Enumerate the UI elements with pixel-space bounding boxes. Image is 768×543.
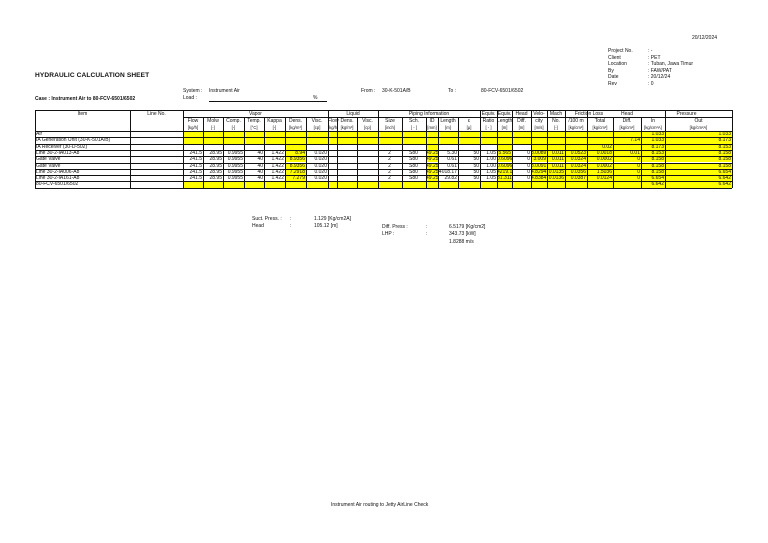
flow-value: 1.8288 m/s bbox=[449, 239, 474, 245]
table-cell: 0.01 bbox=[630, 149, 640, 156]
column-unit: [kg/cm²A] bbox=[689, 125, 708, 130]
table-cell: 1.05 bbox=[486, 149, 496, 156]
date-stamp: 20/12/2024 bbox=[692, 35, 718, 41]
column-header: Out bbox=[694, 118, 703, 124]
table-cell: 0.0124 bbox=[596, 175, 612, 182]
table-cell: 8.158 bbox=[651, 162, 664, 169]
table-cell: 241.5 bbox=[189, 175, 202, 182]
table-cell: 0 bbox=[527, 156, 530, 163]
column-header: ID bbox=[429, 118, 435, 124]
sheet-title: HYDRAULIC CALCULATION SHEET bbox=[35, 72, 150, 79]
column-header: Kappa bbox=[267, 118, 282, 124]
column-unit: [cp] bbox=[364, 125, 371, 130]
column-unit: [-] bbox=[231, 125, 236, 130]
load-label: Load : bbox=[183, 95, 197, 101]
table-cell: 50 bbox=[473, 156, 479, 163]
table-cell: S80 bbox=[409, 168, 418, 175]
table-cell: 50 bbox=[473, 162, 479, 169]
table-cell: 1.033 bbox=[718, 131, 731, 137]
column-unit: [kg/cm²] bbox=[568, 125, 584, 130]
system-value: Instrument Air bbox=[209, 88, 240, 94]
table-cell: 0.02 bbox=[602, 143, 612, 150]
column-unit: [kg/cm²] bbox=[619, 125, 635, 130]
table-cell: 7.279 bbox=[292, 175, 305, 182]
table-cell: 1.00 bbox=[486, 162, 496, 169]
header-head2: Head bbox=[621, 111, 633, 117]
column-unit: [m] bbox=[445, 125, 451, 130]
column-unit: [m/s] bbox=[534, 125, 544, 130]
head-sep: : bbox=[290, 223, 292, 229]
table-cell: 0.0002 bbox=[596, 156, 612, 163]
table-cell: 4.8384 bbox=[531, 175, 547, 182]
column-header: No. bbox=[552, 118, 560, 124]
table-cell: 8.158 bbox=[651, 168, 664, 175]
table-cell: 8.94 bbox=[295, 149, 305, 156]
column-unit: [kg/m³] bbox=[289, 125, 302, 130]
table-cell: 1.422 bbox=[271, 175, 284, 182]
row-divider bbox=[35, 181, 732, 182]
table-cell: 50 bbox=[473, 168, 479, 175]
table-cell: 0 bbox=[637, 175, 640, 182]
lhp-value: 343.73 [kW] bbox=[449, 231, 476, 237]
table-cell: 4018.17 bbox=[438, 168, 457, 175]
header-liquid: Liquid bbox=[346, 111, 360, 117]
table-cell: 4219.1 bbox=[497, 168, 513, 175]
column-unit: [kg/h] bbox=[187, 125, 199, 130]
table-cell: 241.5 bbox=[189, 162, 202, 169]
diff-press-label: Diff. Press : bbox=[382, 224, 408, 230]
table-cell: 0.0324 bbox=[570, 162, 586, 169]
column-header: Dens. bbox=[340, 118, 354, 124]
column-unit: [-] bbox=[272, 125, 277, 130]
column-header: ε bbox=[467, 118, 471, 124]
column-unit: [kg/m³] bbox=[340, 125, 354, 130]
header-bottom bbox=[35, 131, 732, 132]
case-label: Case : Instrument Air to 80-FCV-6501/6502 bbox=[35, 96, 136, 102]
row-item: Air bbox=[36, 131, 43, 137]
column-header: Visc. bbox=[362, 118, 373, 124]
system-label: System : bbox=[183, 88, 203, 94]
table-cell: 49.25 bbox=[426, 168, 439, 175]
row-item: IA Generation Unit (30-K-501A/B) bbox=[36, 137, 111, 144]
project-info-value: : - bbox=[648, 48, 653, 54]
table-cell: 0 bbox=[527, 149, 530, 156]
column-header: Comp. bbox=[226, 118, 241, 124]
table-cell: 5.30 bbox=[447, 149, 457, 156]
load-underline bbox=[209, 101, 327, 102]
table-cell: 1.05 bbox=[486, 168, 496, 175]
project-info-label: By bbox=[608, 67, 614, 74]
column-unit: [kg/cm²] bbox=[592, 125, 608, 130]
table-cell: 0.020 bbox=[314, 175, 327, 182]
project-info-label: Location bbox=[608, 61, 627, 68]
project-info-label: Project No. bbox=[608, 48, 633, 54]
column-header: Total bbox=[594, 118, 606, 124]
table-cell: 8.153 bbox=[651, 149, 664, 156]
table-cell: 40 bbox=[257, 168, 263, 175]
table-cell: 3.0091 bbox=[531, 162, 547, 169]
table-cell: 28.95 bbox=[209, 149, 222, 156]
table-cell: 0.0324 bbox=[570, 156, 586, 163]
table-cell: 0.020 bbox=[314, 168, 327, 175]
load-unit: % bbox=[313, 95, 318, 101]
table-cell: 0.0135 bbox=[548, 168, 564, 175]
column-header: Length bbox=[440, 118, 456, 124]
table-cell: 40 bbox=[257, 175, 263, 182]
table-cell: 0.020 bbox=[314, 149, 327, 156]
table-cell: 241.5 bbox=[189, 156, 202, 163]
table-cell: 1.422 bbox=[271, 149, 284, 156]
table-cell: 0.0523 bbox=[570, 149, 586, 156]
table-cell: 3.0089 bbox=[531, 149, 547, 156]
project-info-label: Rev bbox=[608, 81, 617, 87]
table-cell: 2 bbox=[388, 168, 391, 175]
table-cell: 0 bbox=[527, 162, 530, 169]
table-cell: 241.5 bbox=[189, 149, 202, 156]
table-cell: 8.9356 bbox=[289, 162, 305, 169]
table-cell: 0.61 bbox=[447, 162, 457, 169]
table-cell: 40 bbox=[257, 156, 263, 163]
table-cell: 0.011 bbox=[551, 149, 564, 156]
header-mach: Mach bbox=[549, 111, 563, 117]
table-cell: 0.9955 bbox=[227, 156, 243, 163]
suct-press-label: Suct. Press. : bbox=[252, 216, 282, 222]
table-cell: 50 bbox=[473, 149, 479, 156]
project-info-label: Date bbox=[608, 74, 619, 81]
column-header: Flow bbox=[328, 118, 339, 124]
table-cell: 6.642 bbox=[718, 175, 731, 182]
project-info-value: : 0 bbox=[648, 81, 654, 87]
table-cell: 1.5036 bbox=[596, 168, 612, 175]
table-right-border bbox=[732, 110, 733, 188]
table-cell: 8.173 bbox=[718, 137, 731, 144]
table-cell: 3.009 bbox=[533, 156, 546, 163]
column-unit: [-] bbox=[211, 125, 215, 130]
table-cell: 49.25 bbox=[426, 156, 439, 163]
column-header: Size bbox=[385, 118, 395, 124]
table-cell: 28.95 bbox=[209, 175, 222, 182]
table-cell: 2 bbox=[388, 162, 391, 169]
table-cell: 0.011 bbox=[551, 162, 564, 169]
table-cell: 1.422 bbox=[271, 156, 284, 163]
row-item: Line 30-2-IA006-A8 bbox=[36, 168, 80, 175]
header-piping: Piping Information bbox=[408, 111, 450, 117]
row-item: 80-FCV-6501/6502 bbox=[36, 181, 79, 188]
table-cell: 1.422 bbox=[271, 162, 284, 169]
suct-press-sep: : bbox=[290, 216, 292, 222]
header-head-diff: Head bbox=[515, 111, 528, 117]
table-cell: 31.311 bbox=[497, 175, 512, 182]
table-cell: 0.0018 bbox=[596, 149, 612, 156]
column-header: Diff. bbox=[517, 118, 526, 124]
column-header: Visc. bbox=[311, 118, 323, 124]
column-header: city bbox=[535, 118, 543, 124]
table-cell: 0.6096 bbox=[497, 162, 513, 169]
table-cell: 0.9955 bbox=[227, 168, 243, 175]
column-header: Sch. bbox=[408, 118, 419, 124]
project-info-value: : PET bbox=[648, 54, 661, 61]
row-item: Line 30-2-IA161-A8 bbox=[36, 175, 80, 182]
table-cell: 241.5 bbox=[189, 168, 202, 175]
row-item: Gate Valve bbox=[36, 162, 61, 169]
table-cell: 0 bbox=[637, 156, 640, 163]
table-cell: 1.05 bbox=[486, 175, 496, 182]
table-cell: 0.0356 bbox=[570, 168, 586, 175]
table-cell: 28.95 bbox=[209, 168, 222, 175]
table-cell: 8.173 bbox=[651, 143, 664, 150]
table-cell: 8.158 bbox=[718, 162, 731, 169]
column-unit: [cp] bbox=[313, 125, 321, 130]
column-header: Molw bbox=[207, 118, 219, 124]
row-item: Line 30-2-IA013-A8 bbox=[36, 149, 80, 156]
table-cell: 8.158 bbox=[718, 156, 731, 163]
column-unit: [-] bbox=[554, 125, 558, 130]
column-header: Flow bbox=[187, 118, 199, 124]
table-cell: 0.9955 bbox=[227, 175, 243, 182]
column-unit: [inch] bbox=[384, 125, 395, 130]
column-header: Ratio bbox=[482, 118, 495, 124]
table-cell: 50 bbox=[473, 175, 479, 182]
table-cell: 28.95 bbox=[209, 156, 222, 163]
table-cell: 0.020 bbox=[314, 162, 327, 169]
column-header: /100 m bbox=[568, 118, 584, 124]
table-cell: 7.2918 bbox=[289, 168, 305, 175]
to-label: To : bbox=[448, 88, 457, 94]
row-item: IA Receiver (30-D-502) bbox=[36, 143, 88, 150]
table-cell: 0.9955 bbox=[227, 162, 243, 169]
diff-press-value: 6.5179 [Kg/cm2] bbox=[449, 224, 486, 230]
table-cell: 49.25 bbox=[426, 162, 439, 169]
from-label: From : bbox=[361, 88, 376, 94]
table-cell: 0 bbox=[637, 168, 640, 175]
diff-press-sep: : bbox=[426, 224, 428, 230]
header-equiv-ratio: Equiv. bbox=[481, 111, 496, 117]
header-velocity: Velo- bbox=[533, 111, 545, 117]
table-cell: 40 bbox=[257, 162, 263, 169]
head-value: 105.12 [m] bbox=[314, 223, 338, 229]
header-line-no: Line No. bbox=[147, 111, 166, 117]
column-unit: [°C] bbox=[250, 125, 258, 130]
table-cell: 2 bbox=[388, 175, 391, 182]
table-cell: 6.642 bbox=[718, 181, 731, 188]
column-unit: [m] bbox=[501, 125, 508, 130]
column-unit: [kg/h] bbox=[328, 125, 339, 130]
table-cell: 0 bbox=[527, 175, 530, 182]
row-item: Gate Valve bbox=[36, 156, 61, 163]
table-cell: 0 bbox=[637, 162, 640, 169]
column-unit: [kg/cm²A] bbox=[644, 125, 662, 130]
column-header: Temp. bbox=[247, 118, 261, 124]
suct-press-value: 1.129 [Kg/cm2A] bbox=[314, 216, 351, 222]
table-cell: 7.14 bbox=[630, 137, 640, 144]
column-unit: [mm] bbox=[427, 125, 437, 130]
from-value: 30-K-501A/B bbox=[382, 88, 411, 94]
project-info-value: : Tuban, Jawa Timur bbox=[648, 61, 694, 68]
lhp-label: LHP : bbox=[382, 231, 395, 237]
table-cell: 5.565 bbox=[498, 149, 511, 156]
table-cell: 29.82 bbox=[444, 175, 457, 182]
header-equiv-length: Equiv. bbox=[497, 111, 512, 117]
footer-note: Instrument Air routing to Jetty AirLine Check bbox=[331, 502, 429, 508]
project-info-value: : 20/12/24 bbox=[648, 74, 671, 81]
table-cell: 0.9955 bbox=[227, 149, 243, 156]
table-cell: 1.033 bbox=[651, 137, 664, 144]
column-unit: [ - ] bbox=[410, 125, 418, 130]
table-cell: S80 bbox=[409, 162, 418, 169]
header-pressure: Pressure bbox=[676, 111, 697, 117]
table-cell: 0.0387 bbox=[570, 175, 586, 182]
table-cell: 0.61 bbox=[447, 156, 457, 163]
table-cell: 8.158 bbox=[718, 149, 731, 156]
table-cell: 40 bbox=[257, 149, 263, 156]
table-cell: 4.8294 bbox=[531, 168, 547, 175]
project-info-label: Client bbox=[608, 54, 621, 61]
table-cell: 6.654 bbox=[718, 168, 731, 175]
table-cell: 28.95 bbox=[209, 162, 222, 169]
table-cell: 8.153 bbox=[718, 143, 731, 150]
table-cell: 1.033 bbox=[651, 131, 664, 137]
table-cell: 6.654 bbox=[651, 175, 664, 182]
table-cell: 0 bbox=[527, 168, 530, 175]
table-cell: 1.422 bbox=[271, 168, 284, 175]
table-cell: 6.642 bbox=[651, 181, 664, 188]
table-cell: S80 bbox=[409, 175, 418, 182]
header-friction: Friction Loss bbox=[574, 111, 604, 117]
column-unit: [ - ] bbox=[485, 125, 492, 130]
column-header: Length bbox=[497, 118, 513, 124]
table-cell: S80 bbox=[409, 149, 418, 156]
row-divider bbox=[35, 188, 732, 189]
table-cell: 8.9356 bbox=[289, 156, 305, 163]
lhp-sep: : bbox=[426, 231, 428, 237]
project-info-value: : FAW/PAT bbox=[648, 67, 672, 74]
table-cell: 8.158 bbox=[651, 156, 664, 163]
head-label: Head bbox=[252, 223, 264, 229]
table-cell: 0.6096 bbox=[497, 156, 513, 163]
to-value: 80-FCV-6501/6502 bbox=[481, 88, 524, 94]
column-header: Diff. bbox=[622, 118, 632, 124]
column-header: In bbox=[650, 118, 656, 124]
header-vapor: Vapor bbox=[249, 111, 262, 117]
table-cell: 49.25 bbox=[426, 175, 439, 182]
column-header: Dens. bbox=[288, 118, 303, 124]
table-cell: 2 bbox=[388, 156, 391, 163]
table-cell: 49.25 bbox=[426, 149, 439, 156]
row-divider bbox=[35, 144, 732, 145]
column-unit: [m] bbox=[518, 125, 525, 130]
table-cell: 0.0002 bbox=[596, 162, 612, 169]
table-cell: 0.020 bbox=[314, 156, 327, 163]
table-cell: 2 bbox=[388, 149, 391, 156]
header-item: Item bbox=[77, 111, 88, 117]
column-unit: [μ] bbox=[466, 125, 472, 130]
table-cell: S80 bbox=[409, 156, 418, 163]
table-cell: 0.0136 bbox=[548, 175, 564, 182]
table-cell: 0.011 bbox=[551, 156, 564, 163]
table-cell: 1.00 bbox=[486, 156, 496, 163]
